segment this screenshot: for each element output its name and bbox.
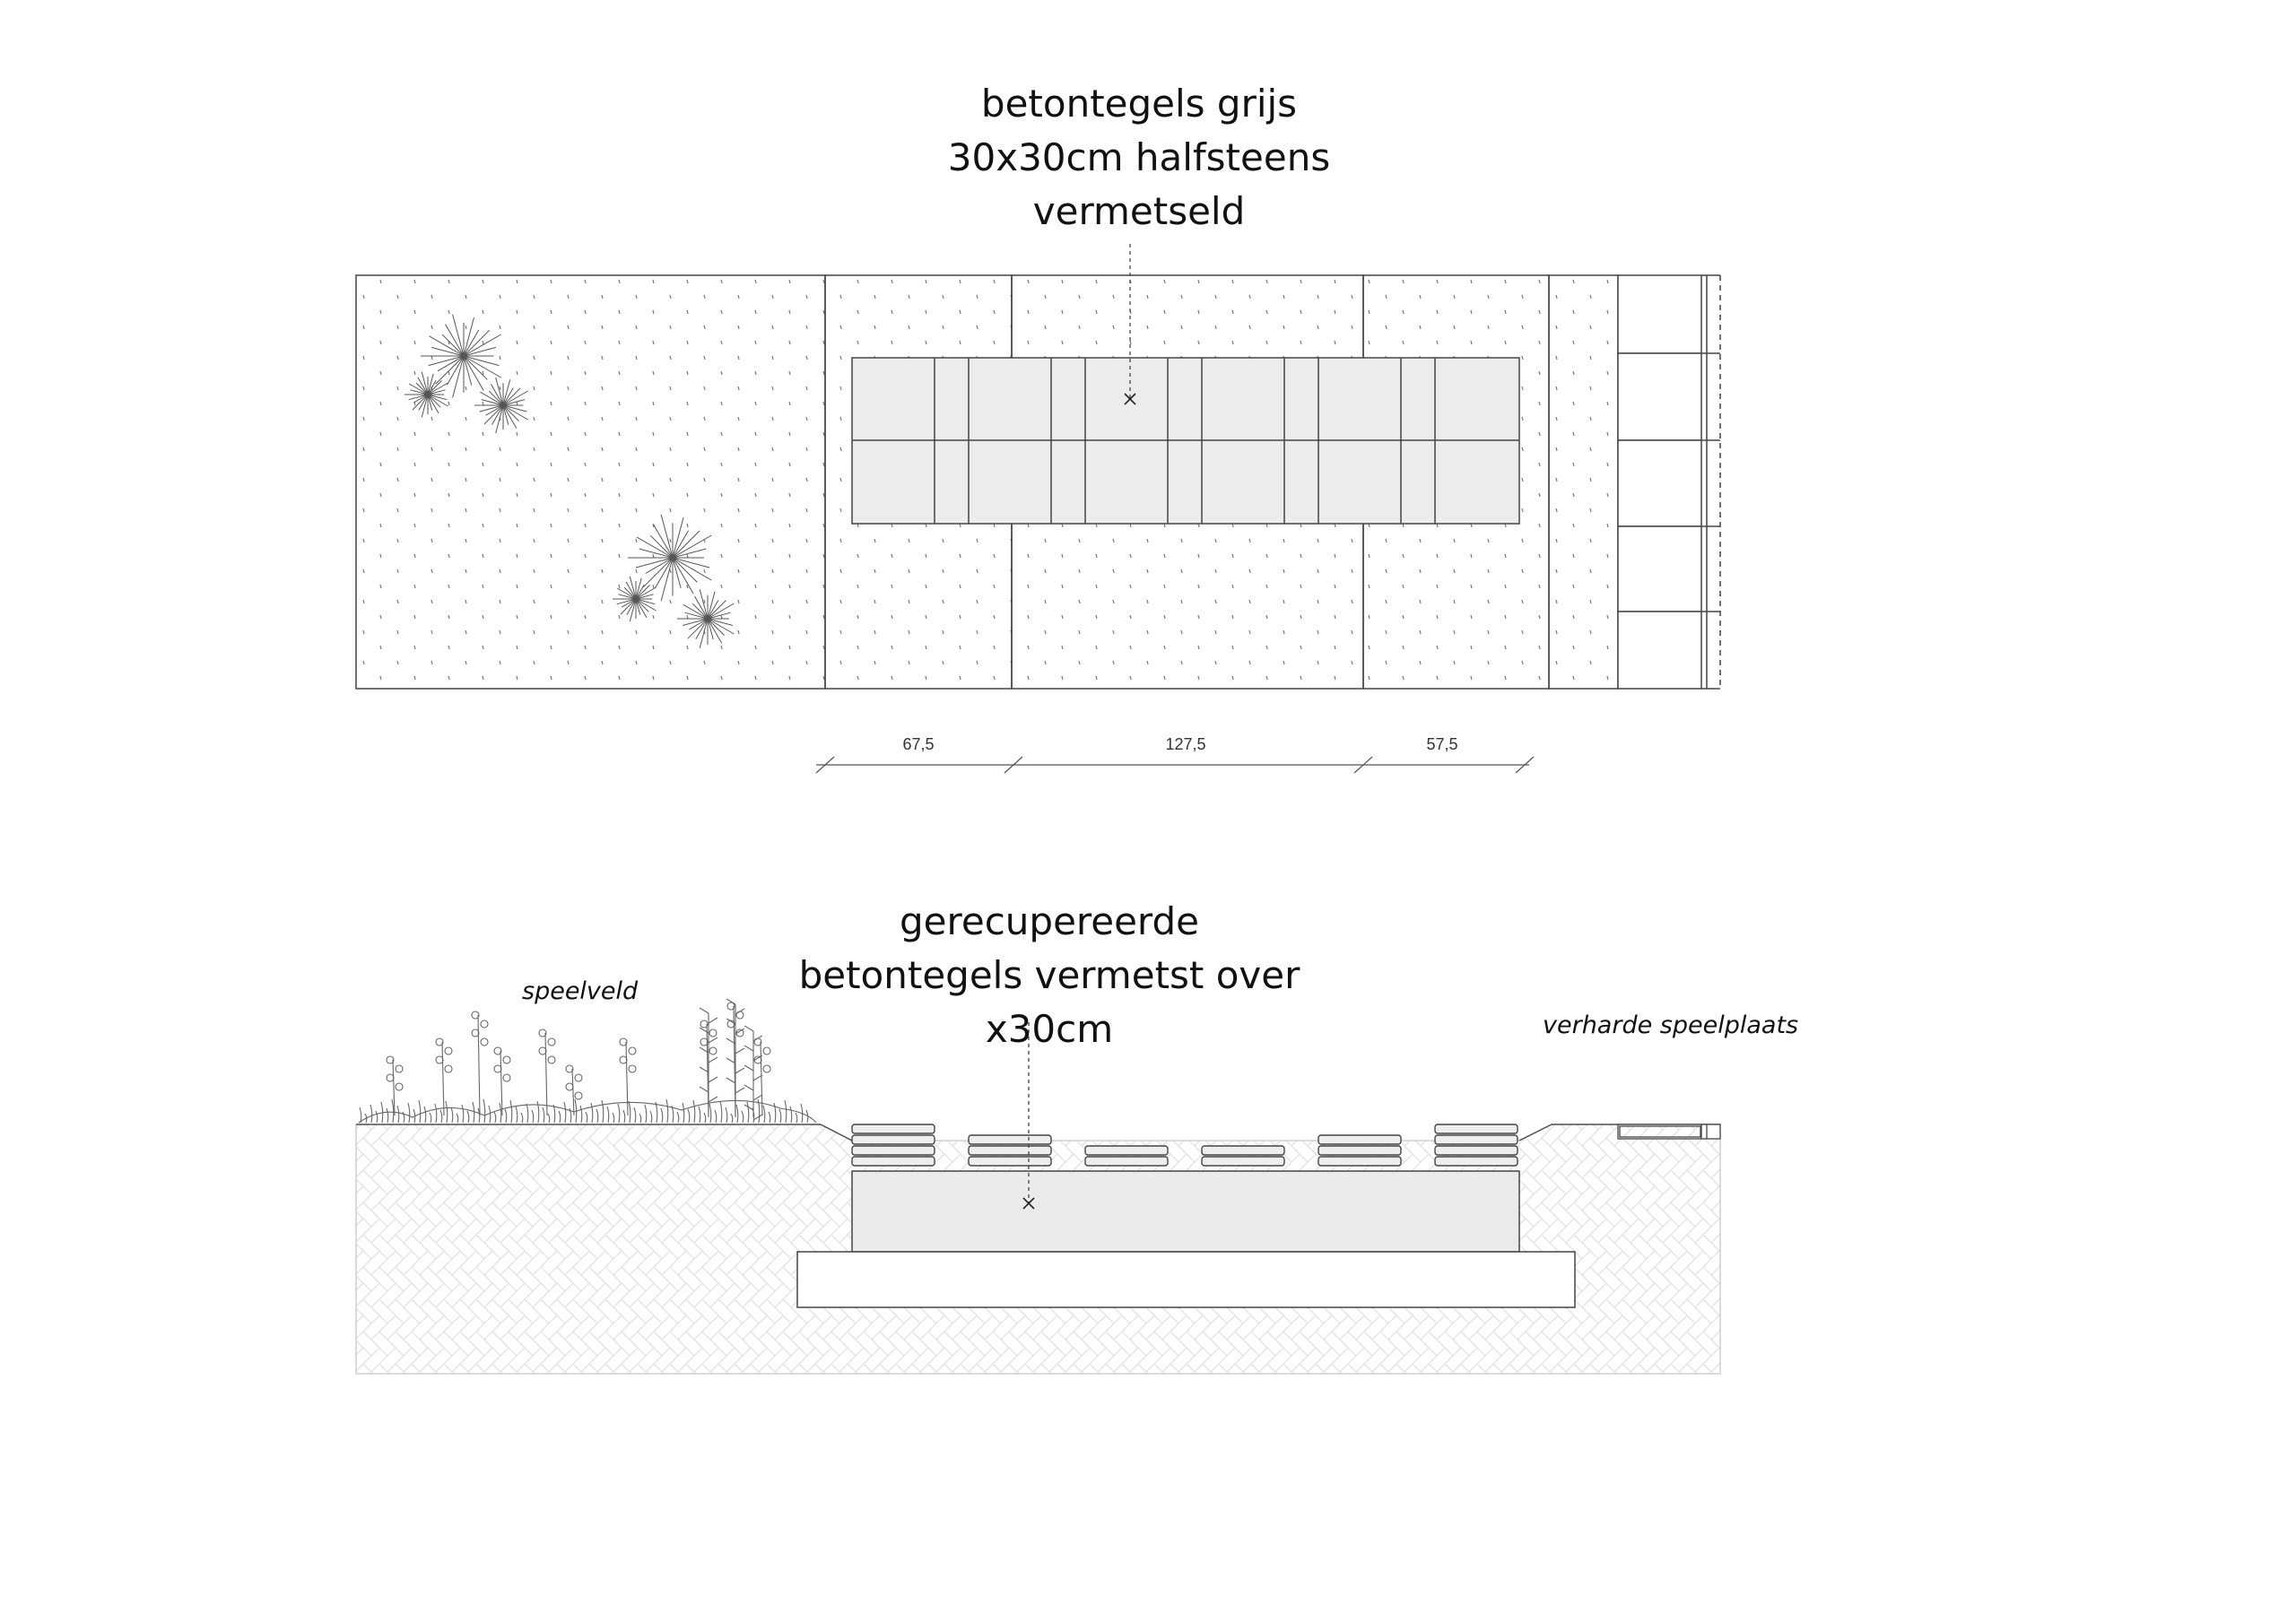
section-paving [1618, 1124, 1720, 1139]
plant-symbol-icon [670, 555, 675, 560]
plant-symbol-icon [500, 403, 506, 408]
dimension-label-2: 127,5 [1165, 735, 1206, 753]
section-bedding-layer [852, 1171, 1519, 1252]
label-verharde-speelplaats: verharde speelplaats [1543, 1011, 1799, 1039]
section-callout-line-1: gerecupereerde [900, 899, 1199, 943]
section-vegetation [359, 999, 816, 1123]
plan-callout-line-1: betontegels grijs [980, 82, 1298, 126]
plant-symbol-icon [633, 596, 639, 602]
section-callout-line-3: x30cm [985, 1007, 1114, 1051]
plan-callout-line-3: vermetseld [1032, 189, 1246, 233]
dimension-label-1: 67,5 [902, 735, 935, 753]
plan-paving-tiles [1618, 275, 1720, 689]
section-callout-line-2: betontegels vermetst over [798, 953, 1300, 997]
plant-symbol-icon [705, 616, 710, 621]
dimension-label-3: 57,5 [1426, 735, 1458, 753]
plan-lawn-left [356, 275, 825, 689]
plant-symbol-icon [425, 392, 430, 397]
plan-callout-line-2: 30x30cm halfsteens [947, 135, 1331, 179]
plan-dimension-line [816, 757, 1534, 773]
section-callout-text [780, 895, 1318, 1056]
plan-view [356, 244, 1720, 773]
label-speelveld: speelveld [522, 977, 639, 1005]
section-base-slab [797, 1252, 1575, 1307]
plan-callout-text [906, 77, 1372, 239]
plan-lawn-strip-4 [1549, 275, 1618, 689]
plan-concrete-tiles [852, 358, 1519, 524]
plant-symbol-icon [461, 353, 466, 359]
